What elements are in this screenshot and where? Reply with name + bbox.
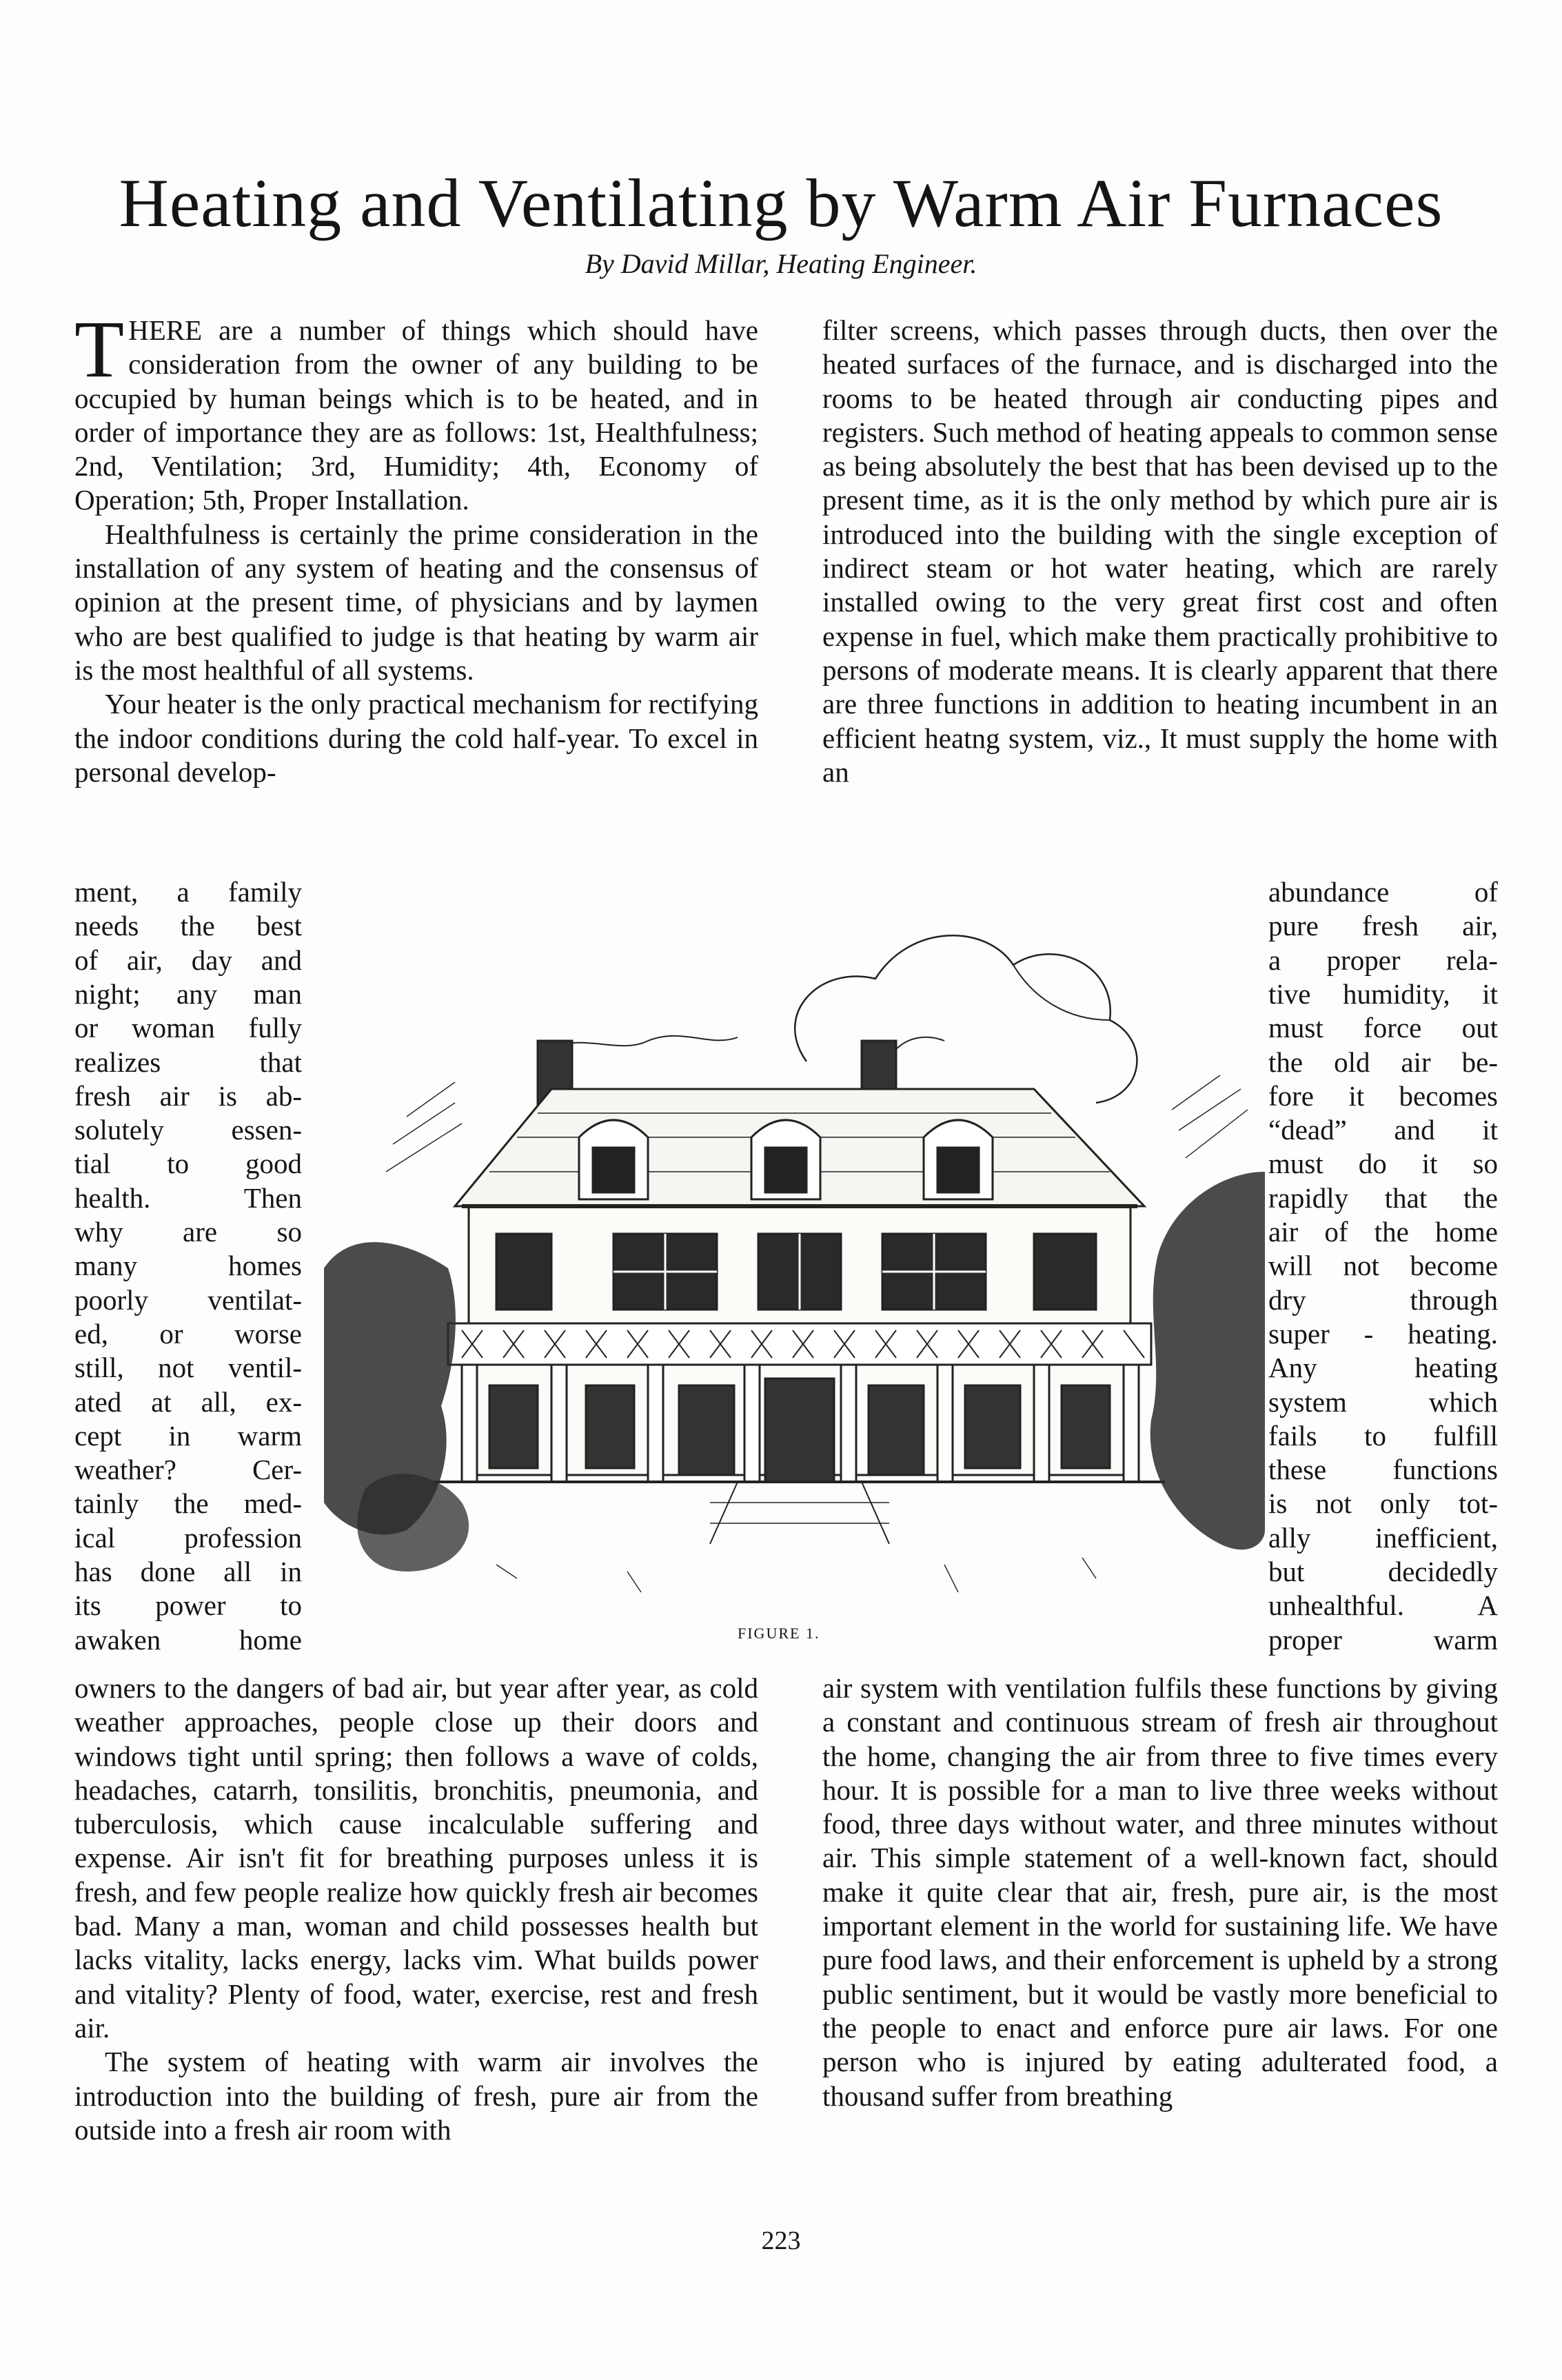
left-wrap-line: health. Then — [74, 1181, 302, 1214]
right-wrap-line: is not only tot- — [1268, 1487, 1498, 1520]
left-wrap-line: fresh air is ab- — [74, 1079, 302, 1112]
right-column-top — [822, 314, 1498, 789]
right-wrap-line: pure fresh air, — [1268, 910, 1498, 942]
left-wrap-line: realizes that — [74, 1046, 302, 1078]
right-wrap-line: ally inefficient, — [1268, 1521, 1498, 1554]
paragraph-healthfulness: Healthfulness is certainly the prime consideration in the installation of any system of heating and the consensus of opinion at the present time, of physicians and by laymen who are best qualified to judge is that heating by warm air is the most healthful of all systems. — [74, 518, 758, 686]
left-wrap-line: weather? Cer- — [74, 1454, 302, 1486]
left-wrap-line: needs the best — [74, 910, 302, 942]
left-wrap-line: ated at all, ex- — [74, 1385, 302, 1418]
right-wrap-line: will not become — [1268, 1250, 1498, 1282]
right-wrap-line: air of the home — [1268, 1216, 1498, 1248]
byline: By David Millar, Heating Engineer. — [585, 248, 977, 279]
page-number: 223 — [761, 2226, 801, 2255]
left-wrap-line: ment, a family — [74, 876, 302, 908]
right-wrap-line: Any heating — [1268, 1352, 1498, 1384]
right-wrap-line: must do it so — [1268, 1148, 1498, 1180]
paragraph-filter: filter screens, which passes through ducts, then over the heated surfaces of the furnace, and is discharged into the rooms to be heated through air conducting pipes and registers. Such method of heating appeals to common sense as being absolutely the best that has been devised up to the present time, as it is the only method by which pure air is introduced into the building with the single exception of indirect steam or hot water heating, which are rarely installed owing to the very great first cost and often expense in fuel, which make them practically prohibitive to persons of moderate means. It is clearly apparent that there are three functions in addition to heating incumbent in an efficient heatng system, viz., It must supply the home with an — [822, 314, 1498, 788]
left-wrap-line: tainly the med- — [74, 1487, 302, 1520]
paragraph-heater-end: owners to the dangers of bad air, but year after year, as cold weather approaches, people close up their doors and windows tight until spring; then follows a wave of colds, headaches, catarrh, tonsilitis, bronchitis, pneumonia, and tuberculosis, which cause incalculable suffering and expense. Air isn't fit for breathing purposes unless it is fresh, and few people realize how quickly fresh air becomes bad. Many a man, woman and child possesses health but lacks vitality, lacks energy, lacks vim. What builds power and vitality? Plenty of food, water, exercise, rest and fresh air. — [74, 1672, 758, 2044]
right-wrap-line: rapidly that the — [1268, 1181, 1498, 1214]
paragraph-heater-start: Your heater is the only practical mechanism for rectifying the indoor conditions during the cold half-year. To excel in personal develop- — [74, 688, 758, 788]
paragraph-intro — [74, 304, 758, 518]
right-wrap-line: fails to fulfill — [1268, 1419, 1498, 1452]
left-wrap-line: why are so — [74, 1216, 302, 1248]
article-title: Heating and Ventilating by Warm Air Furnaces — [119, 165, 1443, 241]
right-wrap-line: “dead” and it — [1268, 1114, 1498, 1146]
figure-caption: FIGURE 1. — [738, 1625, 820, 1642]
left-wrap-line: tial to good — [74, 1148, 302, 1180]
drop-cap: T — [74, 304, 125, 394]
right-wrap-line: the old air be- — [1268, 1046, 1498, 1078]
paragraph-intro-text: HERE are a number of things which should have consideration from the owner of any building to be occupied by human beings which is to be heated, and in order of importance they are as follows: 1st, Healthfulness; 2nd, Ventilation; 3rd, Humidity; 4th, Economy of Operation; 5th, Proper Installation. — [74, 314, 758, 516]
left-wrap-line: still, not ventil- — [74, 1352, 302, 1384]
right-wrap-line: abundance of — [1268, 876, 1498, 908]
left-wrap-line: its power to — [74, 1589, 302, 1622]
left-column-bottom — [74, 1671, 758, 2147]
right-wrap-line: unhealthful. A — [1268, 1589, 1498, 1622]
house-illustration — [324, 882, 1265, 1599]
right-wrap-line: tive humidity, it — [1268, 977, 1498, 1010]
left-wrap-line: cept in warm — [74, 1419, 302, 1452]
left-wrap-line: night; any man — [74, 977, 302, 1010]
paragraph-system: The system of heating with warm air involves the introduction into the building of fresh, pure air from the outside into a fresh air room with — [74, 2046, 758, 2146]
left-wrap-line: poorly ventilat- — [74, 1283, 302, 1316]
left-wrap-line: awaken home — [74, 1623, 302, 1656]
right-wrap-line: but decidedly — [1268, 1556, 1498, 1587]
right-wrap-line: dry through — [1268, 1283, 1498, 1316]
paragraph-air-system: air system with ventilation fulfils these functions by giving a constant and continuous stream of fresh air throughout the home, changing the air from three to five times every hour. It is possible for a man to live three weeks without food, three days without water, and three minutes without air. This simple statement of a well-known fact, should make it quite clear that air, fresh, pure air, is the most important element in the world for sustaining life. We have pure food laws, and their enforcement is upheld by a strong public sentiment, but it would be vastly more beneficial to the people to enact and enforce pure air laws. For one person who is injured by eating adulterated food, a thousand suffer from breathing — [822, 1672, 1498, 2112]
left-wrap-line: ical profession — [74, 1521, 302, 1554]
right-wrap-line: a proper rela- — [1268, 944, 1498, 976]
right-wrap-line: fore it becomes — [1268, 1079, 1498, 1112]
left-column-top — [74, 304, 758, 789]
right-wrap-line: super - heating. — [1268, 1317, 1498, 1350]
right-wrap-line: must force out — [1268, 1012, 1498, 1044]
left-wrap-line: ed, or worse — [74, 1317, 302, 1350]
left-wrap-line: of air, day and — [74, 944, 302, 976]
left-wrap-line: solutely essen- — [74, 1114, 302, 1146]
right-column-bottom — [822, 1671, 1498, 2113]
left-wrap-line: has done all in — [74, 1556, 302, 1587]
left-wrap-line: or woman fully — [74, 1012, 302, 1044]
right-wrap-line: proper warm — [1268, 1623, 1498, 1656]
right-wrap-line: these functions — [1268, 1454, 1498, 1486]
right-wrap-line: system which — [1268, 1385, 1498, 1418]
left-wrap-line: many homes — [74, 1250, 302, 1282]
